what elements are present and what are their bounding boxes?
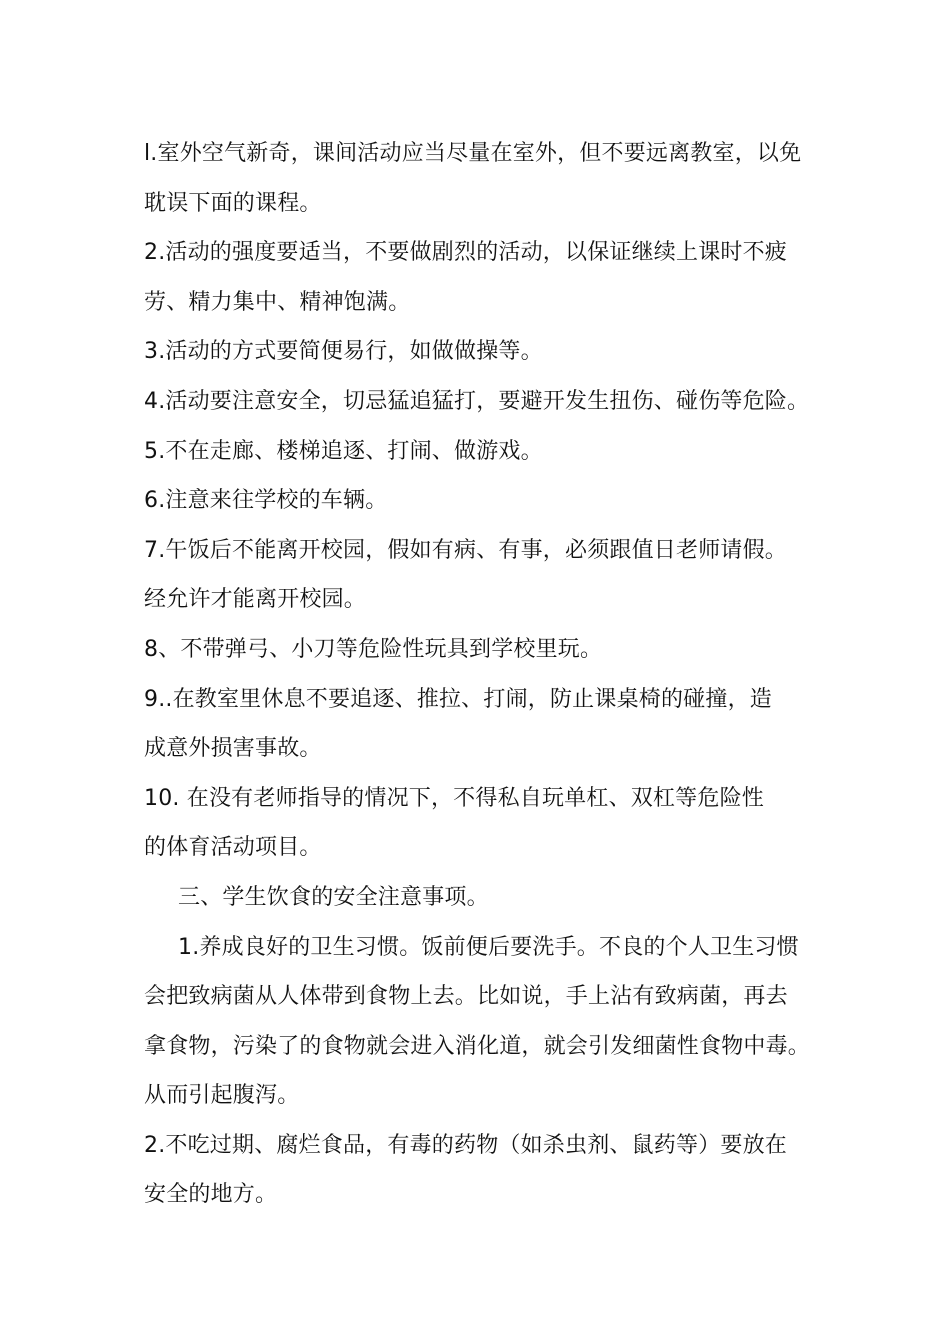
text-line: 5.不在走廊、楼梯追逐、打闹、做游戏。 (144, 438, 543, 464)
text-line: 经允许才能离开校园。 (144, 587, 367, 613)
text-line: 4.活动要注意安全，切忌猛追猛打，要避开发生扭伤、碰伤等危险。 (144, 388, 810, 414)
section-heading: 三、学生饮食的安全注意事项。 (178, 884, 489, 910)
text-line: 9..在教室里休息不要追逐、推拉、打闹，防止课桌椅的碰撞，造 (144, 686, 772, 712)
text-line: l.室外空气新奇，课间活动应当尽量在室外，但不要远离教室，以免 (144, 141, 802, 166)
text-line: 的体育活动项目。 (144, 835, 322, 861)
text-line: 7.午饭后不能离开校园，假如有病、有事，必须跟值日老师请假。 (144, 537, 787, 563)
text-line: 耽误下面的课程。 (144, 190, 322, 216)
text-line: 安全的地方。 (144, 1182, 278, 1208)
text-line: 6.注意来往学校的车辆。 (144, 488, 388, 514)
text-line: 1.养成良好的卫生习惯。饭前便后要洗手。不良的个人卫生习惯 (178, 934, 799, 960)
text-line: 成意外损害事故。 (144, 736, 322, 762)
text-line: 2.活动的强度要适当，不要做剧烈的活动，以保证继续上课时不疲 (144, 240, 787, 266)
text-line: 8、不带弹弓、小刀等危险性玩具到学校里玩。 (144, 636, 603, 662)
text-line: 10. 在没有老师指导的情况下，不得私自玩单杠、双杠等危险性 (144, 785, 764, 811)
text-line: 会把致病菌从人体带到食物上去。比如说，手上沾有致病菌，再去 (144, 984, 788, 1010)
text-line: 3.活动的方式要简便易行，如做做操等。 (144, 339, 543, 365)
body-text (144, 129, 814, 1220)
text-line: 从而引起腹泻。 (144, 1083, 300, 1109)
text-line: 2.不吃过期、腐烂食品，有毒的药物（如杀虫剂、鼠药等）要放在 (144, 1132, 787, 1158)
text-line: 拿食物，污染了的食物就会进入消化道，就会引发细菌性食物中毒。 (144, 1033, 811, 1059)
text-line: 劳、精力集中、精神饱满。 (144, 289, 411, 315)
